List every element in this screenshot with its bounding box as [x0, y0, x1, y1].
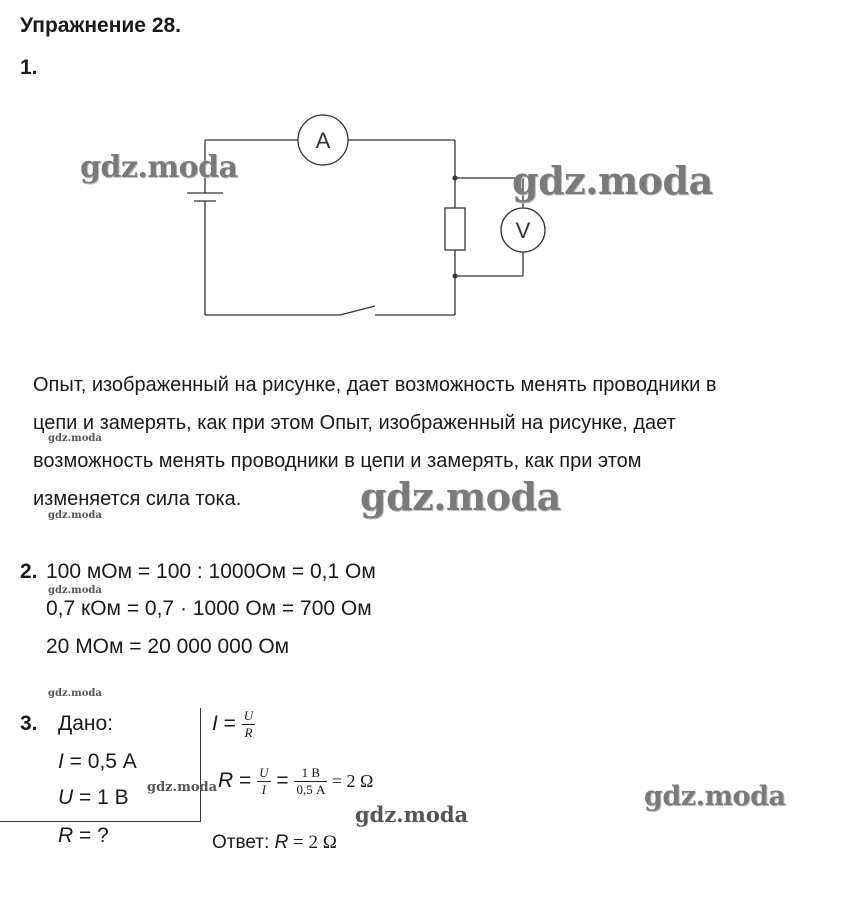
- conversion-line: 100 мОм = 100 : 1000Ом = 0,1 Ом: [46, 560, 376, 583]
- watermark: gdz.moda: [147, 780, 218, 795]
- paragraph-line: возможность менять проводники в цепи и замерять, как при этом: [33, 450, 642, 472]
- answer-line: Ответ: R = 2 Ω: [212, 832, 337, 853]
- given-label: Дано:: [58, 712, 114, 735]
- junction-dot: [453, 274, 458, 279]
- ammeter-label: A: [315, 128, 331, 153]
- watermark: gdz.moda: [48, 433, 102, 444]
- question-3-number: 3.: [20, 712, 38, 735]
- watermark: gdz.moda: [80, 150, 238, 185]
- watermark: gdz.moda: [644, 781, 786, 812]
- question-1-number: 1.: [20, 56, 38, 79]
- conversion-line: 20 МОм = 20 000 000 Ом: [46, 635, 290, 658]
- paragraph-line: цепи и замерять, как при этом Опыт, изображенный на рисунке, дает: [33, 412, 676, 434]
- junction-dot: [453, 176, 458, 181]
- question-2-number: 2.: [20, 560, 38, 583]
- watermark: gdz.moda: [48, 510, 102, 521]
- watermark: gdz.moda: [48, 688, 102, 699]
- watermark: gdz.moda: [355, 802, 469, 827]
- watermark: gdz.moda: [360, 474, 561, 519]
- paragraph-line: изменяется сила тока.: [33, 488, 242, 510]
- watermark: gdz.moda: [512, 158, 713, 203]
- resistor: [445, 208, 465, 250]
- formula-ohms-law: I = $\frac{U}{R}$: [212, 708, 254, 740]
- formula-resistance-calc: R = $\frac{U}{I}$ = $\frac{1 В}{0,5 А}$ = 2 Ω: [218, 765, 374, 797]
- find-resistance: R = ?: [58, 824, 109, 847]
- page-title: Упражнение 28.: [20, 14, 182, 37]
- switch-lever: [340, 306, 375, 315]
- given-voltage: U = 1 В: [58, 786, 129, 809]
- given-current: I = 0,5 А: [58, 750, 137, 773]
- watermark: gdz.moda: [48, 585, 102, 596]
- paragraph-line: Опыт, изображенный на рисунке, дает возможность менять проводники в: [33, 374, 717, 396]
- voltmeter-label: V: [515, 218, 531, 243]
- given-divider-horizontal: [0, 821, 201, 822]
- conversion-line: 0,7 кОм = 0,7 · 1000 Ом = 700 Ом: [46, 597, 372, 620]
- given-divider-vertical: [200, 708, 201, 822]
